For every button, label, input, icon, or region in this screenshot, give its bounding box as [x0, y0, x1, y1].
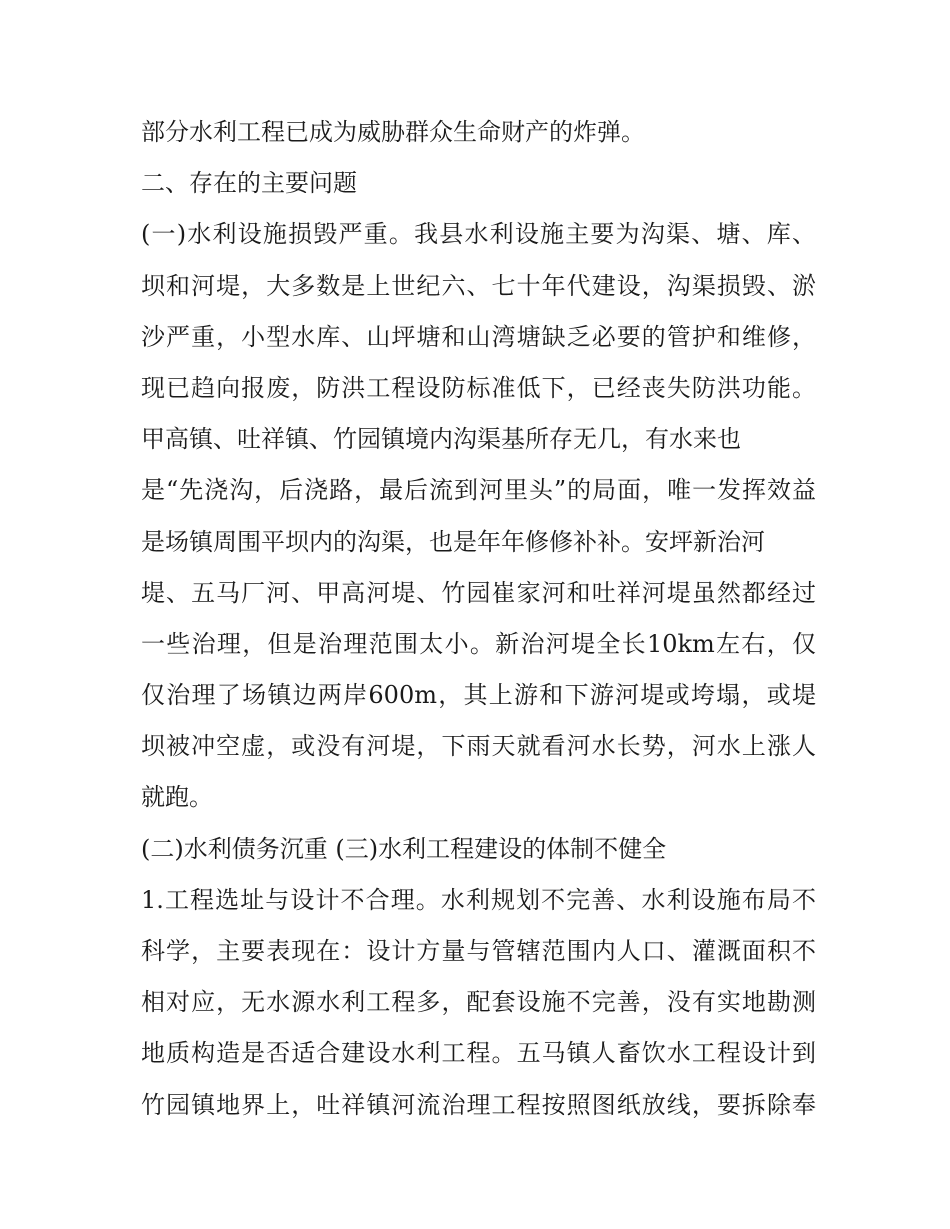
text-line: 科学，主要表现在：设计方量与管辖范围内人口、灌溉面积不 — [141, 937, 816, 965]
text-line: 仅治理了场镇边两岸600m，其上游和下游河堤或垮塌，或堤 — [141, 681, 816, 710]
text-line: 现已趋向报废，防洪工程设防标准低下，已经丧失防洪功能。 — [141, 373, 816, 402]
text-line: 坝被冲空虚，或没有河堤，下雨天就看河水长势，河水上涨人 — [141, 732, 816, 761]
text-line: 1.工程选址与设计不合理。水利规划不完善、水利设施布局不 — [141, 885, 816, 914]
text-line: 是场镇周围平坝内的沟渠，也是年年修修补补。安坪新治河 — [141, 527, 765, 556]
text-line: 沙严重，小型水库、山坪塘和山湾塘缺乏必要的管护和维修， — [141, 322, 816, 351]
text-line: 坝和河堤，大多数是上世纪六、七十年代建设，沟渠损毁、淤 — [141, 271, 816, 300]
text-line: 就跑。 — [141, 783, 213, 812]
text-line: 部分水利工程已成为威胁群众生命财产的炸弹。 — [141, 118, 645, 146]
document-body — [141, 107, 816, 1131]
text-line: 竹园镇地界上，吐祥镇河流治理工程按照图纸放线，要拆除奉 — [141, 1090, 816, 1119]
text-line: 是“先浇沟，后浇路，最后流到河里头”的局面，唯一发挥效益 — [141, 476, 816, 505]
text-line: 堤、五马厂河、甲高河堤、竹园崔家河和吐祥河堤虽然都经过 — [141, 578, 816, 607]
section-heading: (二)水利债务沉重 (三)水利工程建设的体制不健全 — [141, 834, 667, 863]
text-line: 相对应，无水源水利工程多，配套设施不完善，没有实地勘测 — [141, 988, 816, 1017]
text-line: (一)水利设施损毁严重。我县水利设施主要为沟渠、塘、库、 — [141, 220, 816, 249]
section-heading: 二、存在的主要问题 — [141, 169, 357, 198]
text-line: 地质构造是否适合建设水利工程。五马镇人畜饮水工程设计到 — [141, 1039, 816, 1068]
text-line: 甲高镇、吐祥镇、竹园镇境内沟渠基所存无几，有水来也 — [141, 425, 741, 454]
text-line: 一些治理，但是治理范围太小。新治河堤全长10km左右，仅 — [141, 629, 816, 658]
